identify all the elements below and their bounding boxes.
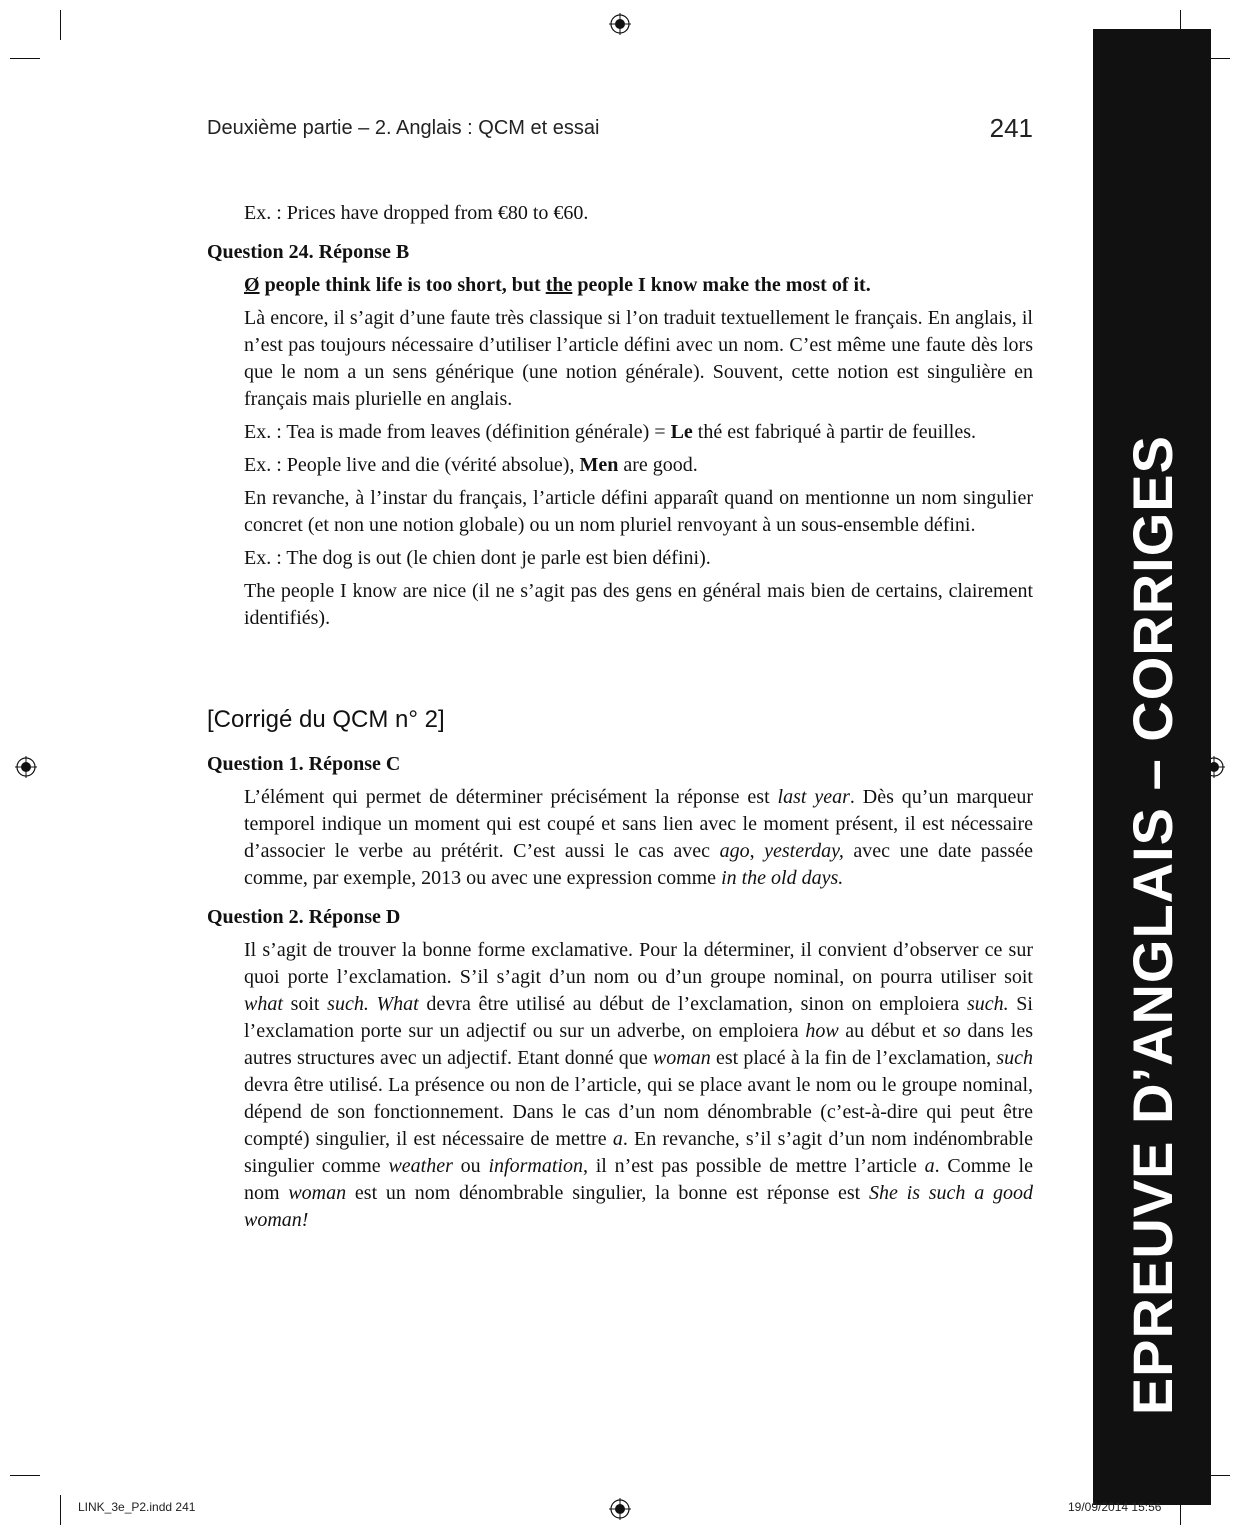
bold-word: Le	[670, 421, 693, 443]
text-run: avec une date passée comme, par exemple, 2013 ou avec une expression comme	[244, 840, 1034, 889]
italic-term: She is such a good woman!	[244, 1182, 1033, 1231]
explanation-paragraph: En revanche, à l’instar du français, l’article défini apparaît quand on mentionne un nom singulier concret (et non une notion globale) ou un nom pluriel renvoyant à un sous-ensemble défini.	[244, 487, 1033, 536]
italic-term: weather	[388, 1155, 453, 1177]
text-run: Si l’exclamation porte sur un adjectif ou sur un adverbe, on emploiera	[244, 993, 1033, 1042]
italic-term: woman	[288, 1182, 347, 1204]
example-line	[244, 452, 1033, 479]
text-run: ou	[452, 1155, 489, 1177]
sidebar-tab-label-wrap	[1093, 29, 1211, 1505]
text-run: est placé à la fin de l’exclamation,	[710, 1047, 997, 1069]
italic-term: such. What	[327, 993, 419, 1015]
text-run: soit	[282, 993, 328, 1015]
sidebar-tab-label: EPREUVE D’ANGLAIS – CORRIGES	[1120, 434, 1184, 1415]
question-heading: Question 24. Réponse B	[207, 241, 410, 263]
question-heading: Question 2. Réponse D	[207, 906, 401, 928]
text-run: devra être utilisé au début de l’exclamation, sinon on emploiera	[418, 993, 967, 1015]
sentence-part: people I know make the most of it.	[572, 274, 871, 296]
crop-mark	[60, 1495, 61, 1525]
text-run: au début et	[838, 1020, 944, 1042]
text-run: devra être utilisé. La présence ou non de l’article, qui se place avant le nom ou le groupe nominal, dépend de son fonctionnement. Dans le cas d’un nom dénombrable (c’est-à-dire qui peut être compté) singulier, il est nécessaire de mettre	[244, 1074, 1033, 1150]
example-line: Ex. : The dog is out (le chien dont je parle est bien défini).	[244, 547, 711, 569]
registration-mark-icon	[609, 13, 631, 35]
example-line	[244, 419, 1033, 446]
page-body	[207, 200, 1033, 1240]
explanation-paragraph	[244, 937, 1033, 1234]
italic-term: how	[805, 1020, 839, 1042]
italic-term: a	[612, 1128, 623, 1150]
text-run: ,	[749, 840, 765, 862]
question-heading: Question 1. Réponse C	[207, 753, 401, 775]
footer-filename: LINK_3e_P2.indd 241	[78, 1500, 196, 1514]
text-run: . Dès qu’un marqueur temporel indique un moment qui est coupé et sans lien avec le moment présent, il est nécessaire d’associer le verbe au prétérit. C’est aussi le cas avec	[244, 786, 1033, 862]
example-line: Ex. : Prices have dropped from €80 to €60.	[244, 202, 589, 224]
italic-term: so	[943, 1020, 961, 1042]
crop-mark	[60, 10, 61, 40]
footer-timestamp: 19/09/2014 15:56	[1068, 1500, 1162, 1514]
zero-article: Ø	[244, 274, 260, 296]
section-title: [Corrigé du QCM n° 2]	[207, 706, 445, 733]
running-title: Deuxième partie – 2. Anglais : QCM et essai	[207, 117, 600, 139]
bold-word: Men	[579, 454, 619, 476]
registration-mark-icon	[609, 1498, 631, 1520]
text-run: . Comme le nom	[244, 1155, 1033, 1204]
explanation-paragraph: Là encore, il s’agit d’une faute très classique si l’on traduit textuellement le français. En anglais, il n’est pas toujours nécessaire d’utiliser l’article défini avec un nom. C’est même une faute dès lors que le nom a un sens générique (une notion générale). Souvent, cette notion est singulière en français mais plurielle en anglais.	[244, 307, 1033, 410]
example-sentence	[244, 272, 1033, 299]
sentence-part: people think life is too short, but	[259, 274, 546, 296]
italic-term: information	[488, 1155, 583, 1177]
italic-term: what	[244, 993, 283, 1015]
example-line: The people I know are nice (il ne s’agit pas des gens en général mais bien de certains, clairement identifiés).	[244, 580, 1033, 629]
text-run: . En revanche, s’il s’agit d’un nom indénombrable singulier comme	[244, 1128, 1033, 1177]
text-run: thé est fabriqué à partir de feuilles.	[692, 421, 977, 443]
text-run: are good.	[618, 454, 698, 476]
text-run: est un nom dénombrable singulier, la bonne est réponse est	[346, 1182, 869, 1204]
definite-article: the	[545, 274, 573, 296]
explanation-paragraph	[244, 784, 1033, 892]
page-number: 241	[989, 113, 1033, 143]
text-run: dans les autres structures avec un adjectif. Etant donné que	[244, 1020, 1033, 1069]
text-run: L’élément qui permet de déterminer précisément la réponse est	[244, 786, 778, 808]
crop-mark	[10, 1475, 40, 1476]
registration-mark-icon	[15, 756, 37, 778]
text-run: Il s’agit de trouver la bonne forme exclamative. Pour la déterminer, il convient d’observer ce sur quoi porte l’exclamation. S’il s’agit d’un nom ou d’un groupe nominal, on pourra utiliser soit	[244, 939, 1033, 988]
italic-term: yesterday,	[764, 840, 844, 862]
crop-mark	[10, 58, 40, 59]
italic-term: such	[996, 1047, 1034, 1069]
italic-term: in the old days.	[721, 867, 844, 889]
italic-term: woman	[652, 1047, 711, 1069]
italic-term: such.	[966, 993, 1009, 1015]
text-run: Ex. : Tea is made from leaves (définition générale) =	[244, 421, 671, 443]
italic-term: last year	[777, 786, 850, 808]
italic-term: ago	[719, 840, 750, 862]
text-run: Ex. : People live and die (vérité absolue),	[244, 454, 580, 476]
text-run: , il n’est pas possible de mettre l’article	[582, 1155, 925, 1177]
italic-term: a	[924, 1155, 935, 1177]
